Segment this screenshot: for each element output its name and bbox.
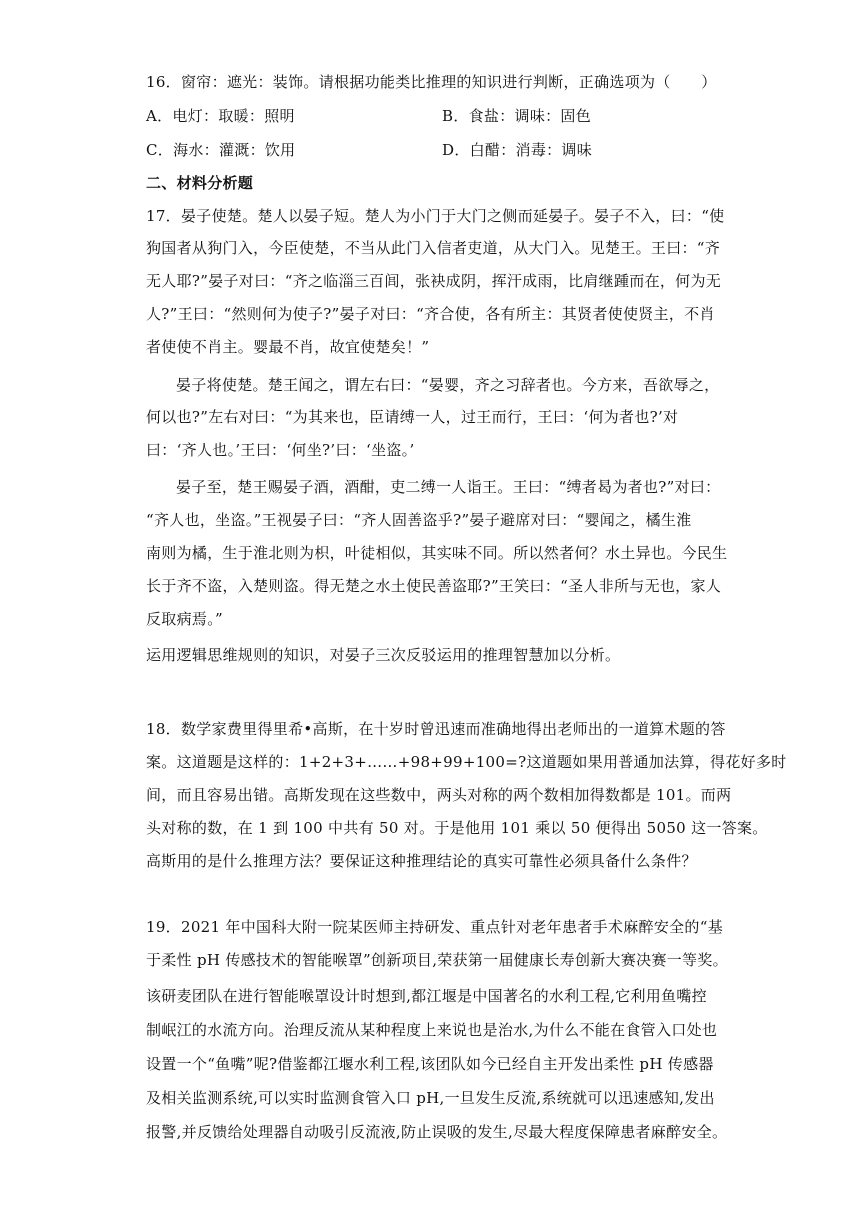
q17-question: 运用逻辑思维规则的知识，对晏子三次反驳运用的推理智慧加以分析。 — [146, 646, 621, 664]
q16-option-b: B．食盐：调味：固色 — [442, 107, 592, 125]
q18-line: 间，而且容易出错。高斯发现在这些数中，两头对称的两个数相加得数都是 101。而两 — [146, 786, 732, 804]
q18-line: 头对称的数，在 1 到 100 中共有 50 对。于是他用 101 乘以 50 便得出 5050 这一答案。 — [146, 819, 768, 837]
q18-line: 高斯用的是什么推理方法？要保证这种推理结论的真实可靠性必须具备什么条件？ — [146, 852, 697, 870]
q18-line: 18．数学家费里得里希•高斯，在十岁时曾迅速而准确地得出老师出的一道算术题的答 — [146, 720, 726, 738]
q16-option-a: A．电灯：取暖：照明 — [146, 107, 295, 125]
q17-para3-line: “齐人也，坐盗。”王视晏子曰：“齐人固善盗乎?”晏子避席对曰：“婴闻之，橘生淮 — [146, 511, 692, 529]
q17-para3-line: 反取病焉。” — [146, 610, 223, 628]
q17-para2-line: 曰：‘齐人也。’王曰：‘何坐?’曰：‘坐盗。’ — [146, 441, 415, 459]
q16-option-c: C．海水：灌溉：饮用 — [146, 141, 296, 159]
q16-stem: 16．窗帘：遮光：装饰。请根据功能类比推理的知识进行判断，正确选项为（ ） — [146, 73, 717, 91]
q17-line: 者使使不肖主。婴最不肖，故宜使楚矣！” — [146, 338, 430, 356]
q17-line: 人?”王曰：“然则何为使子?”晏子对曰：“齐合使，各有所主：其贤者使使贤主，不肖 — [146, 305, 715, 323]
q17-line: 狗国者从狗门入，今臣使楚，不当从此门入信者吏道，从大门入。见楚王。王曰：“齐 — [146, 239, 721, 257]
q19-line: 19．2021 年中国科大附一院某医师主持研发、重点针对老年患者手术麻醉安全的“基 — [146, 918, 724, 936]
q19-line: 设置一个“鱼嘴”呢?借鉴都江堰水利工程,该团队如今已经自主开发出柔性 pH 传感器 — [146, 1055, 714, 1073]
q19-line: 及相关监测系统,可以实时监测食管入口 pH,一旦发生反流,系统就可以迅速感知,发出 — [146, 1089, 715, 1107]
q19-line: 于柔性 pH 传感技术的智能喉罩”创新项目,荣获第一届健康长寿创新大赛决赛一等奖。 — [146, 951, 728, 969]
q17-para3-line: 南则为橘，生于淮北则为枳，叶徒相似，其实味不同。所以然者何？水土异也。今民生 — [146, 544, 728, 562]
q17-line: 17．晏子使楚。楚人以晏子短。楚人为小门于大门之侧而延晏子。晏子不入，曰：“使 — [146, 207, 725, 225]
q18-line: 案。这道题是这样的：1+2+3+……+98+99+100=?这道题如果用普通加法算，得花好多时 — [146, 753, 787, 771]
q17-para3-line: 晏子至，楚王赐晏子酒，酒酣，吏二缚一人诣王。王曰：“缚者曷为者也?”对曰： — [176, 478, 721, 496]
q17-para2-line: 晏子将使楚。楚王闻之，谓左右曰：“晏婴，齐之习辞者也。今方来，吾欲辱之， — [176, 376, 720, 394]
section-heading: 二、材料分析题 — [146, 174, 254, 192]
q19-line: 报警,并反馈给处理器自动吸引反流液,防止误吸的发生,尽最大程度保障患者麻醉安全。 — [146, 1123, 728, 1141]
q16-option-d: D．白醋：消毒：调味 — [442, 141, 593, 159]
q17-para2-line: 何以也?”左右对曰：“为其来也，臣请缚一人，过王而行，王曰：‘何为者也?’对 — [146, 408, 679, 426]
q17-line: 无人耶?”晏子对曰：“齐之临淄三百闾，张袂成阴，挥汗成雨，比肩继踵而在，何为无 — [146, 272, 722, 290]
q19-line: 制岷江的水流方向。治理反流从某种程度上来说也是治水,为什么不能在食管入口处也 — [146, 1021, 718, 1039]
q17-para3-line: 长于齐不盗，入楚则盗。得无楚之水土使民善盗耶?”王笑曰：“圣人非所与无也，家人 — [146, 577, 722, 595]
q19-line: 该研麦团队在进行智能喉罩设计时想到,都江堰是中国著名的水利工程,它利用鱼嘴控 — [146, 987, 707, 1005]
